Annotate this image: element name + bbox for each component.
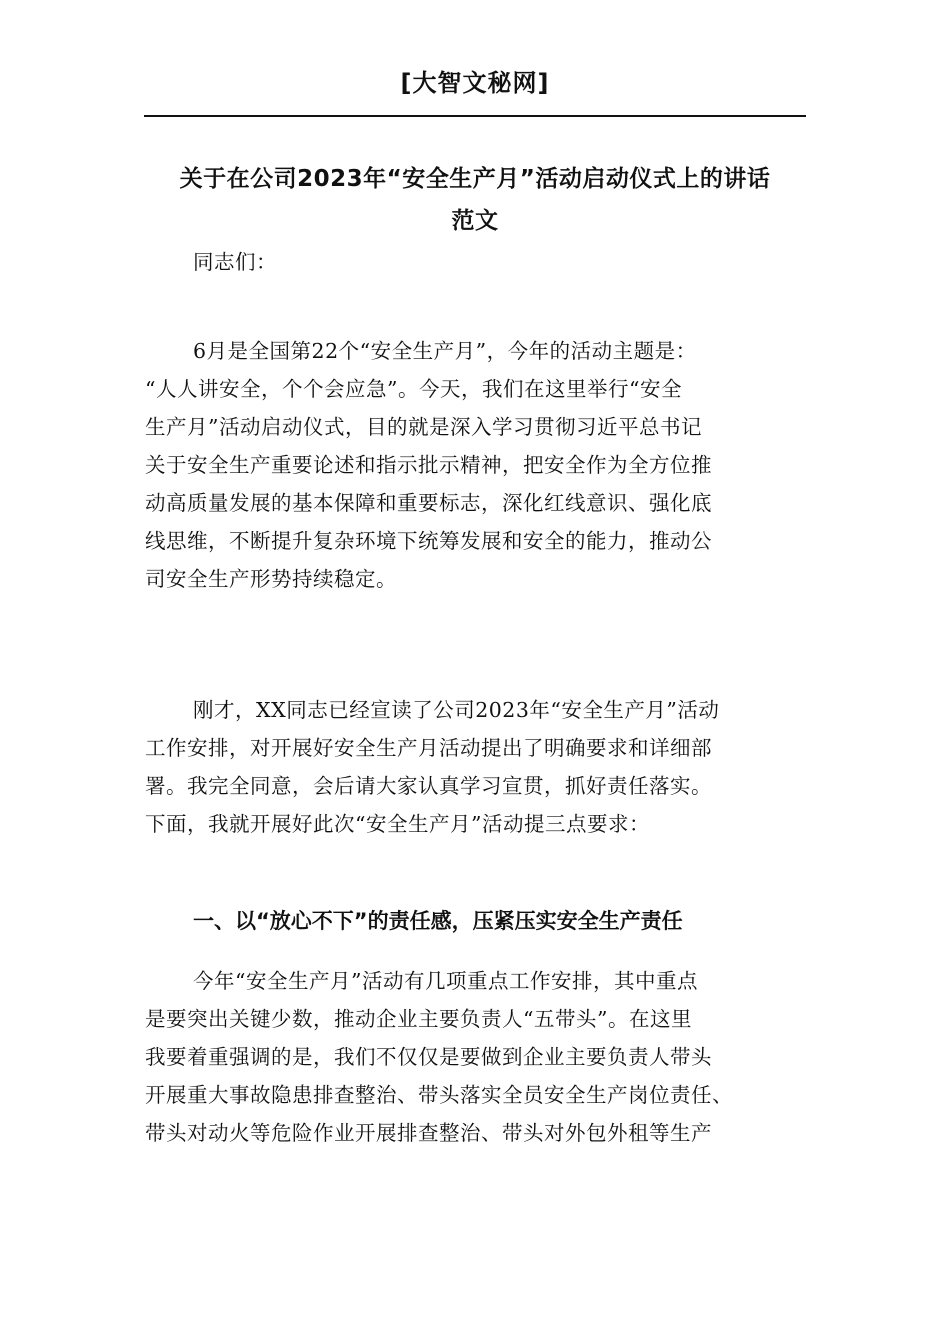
section-heading-1: 一、以“放心不下”的责任感，压紧压实安全生产责任 [193, 909, 683, 933]
paragraph-line: 今年“安全生产月”活动有几项重点工作安排，其中重点 [193, 969, 698, 993]
greeting [145, 243, 805, 281]
paragraph-line: 动高质量发展的基本保障和重要标志，深化红线意识、强化底 [145, 491, 712, 515]
paragraph-line: 生产月”活动启动仪式，目的就是深入学习贯彻习近平总书记 [145, 415, 702, 439]
paragraph-line: 署。我完全同意，会后请大家认真学习宣贯，抓好责任落实。 [145, 774, 712, 798]
document-title-line-2: 范文 [451, 208, 499, 234]
paragraph-line: 我要着重强调的是，我们不仅仅是要做到企业主要负责人带头 [145, 1045, 712, 1069]
paragraph-line: 线思维，不断提升复杂环境下统筹发展和安全的能力，推动公 [145, 529, 712, 553]
header-divider [144, 115, 806, 117]
greeting-text: 同志们： [193, 250, 277, 274]
paragraph-line: 是要突出关键少数，推动企业主要负责人“五带头”。在这里 [145, 1007, 692, 1031]
paragraph-2 [145, 691, 805, 843]
document-title-line-1: 关于在公司2023年“安全生产月”活动启动仪式上的讲话 [179, 166, 771, 192]
paragraph-line: 6月是全国第22个“安全生产月”，今年的活动主题是： [193, 339, 697, 363]
paragraph-line: 司安全生产形势持续稳定。 [145, 567, 397, 591]
paragraph-line: 下面，我就开展好此次“安全生产月”活动提三点要求： [145, 812, 650, 836]
paragraph-line: 带头对动火等危险作业开展排查整治、带头对外包外租等生产 [145, 1121, 712, 1145]
paragraph-line: “人人讲安全，个个会应急”。今天，我们在这里举行“安全 [145, 377, 682, 401]
paragraph-line: 关于安全生产重要论述和指示批示精神，把安全作为全方位推 [145, 453, 712, 477]
paragraph-3 [145, 962, 805, 1152]
document-title [144, 158, 806, 242]
paragraph-line: 开展重大事故隐患排查整治、带头落实全员安全生产岗位责任、 [145, 1083, 733, 1107]
paragraph-line: 工作安排，对开展好安全生产月活动提出了明确要求和详细部 [145, 736, 712, 760]
paragraph-1 [145, 332, 805, 598]
paragraph-line: 刚才，XX同志已经宣读了公司2023年“安全生产月”活动 [193, 698, 720, 722]
site-header: [大智文秘网] [400, 69, 550, 97]
